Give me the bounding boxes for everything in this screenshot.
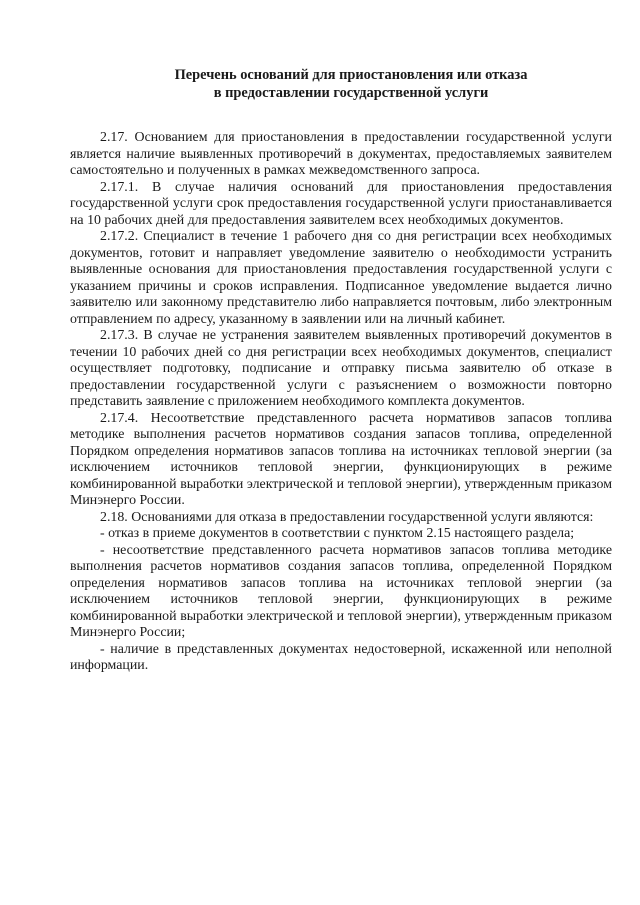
paragraph-2-17-4: 2.17.4. Несоответствие представленного расчета нормативов запасов топлива методике выполнения расчетов нормативов создания запасов топлива, определенной Порядком определения нормативов запасов топлива на источниках тепловой энергии (за исключением источников тепловой энергии, функционирующих в режиме комбинированной выработки электрической и тепловой энергии), утвержденным приказом Минэнерго России.	[70, 410, 612, 508]
title-line-2: в предоставлении государственной услуги	[213, 85, 489, 101]
paragraph-2-17: 2.17. Основанием для приостановления в предоставлении государственной услуги является наличие выявленных противоречий в документах, предоставляемых заявителем самостоятельно и полученных в рамках межведомственного запроса.	[70, 130, 612, 178]
title-line-1: Перечень оснований для приостановления или отказа	[174, 67, 528, 83]
list-item-calculation-mismatch: - несоответствие представленного расчета нормативов запасов топлива методике выполнения расчетов нормативов создания запасов топлива, определенной Порядком определения нормативов запасов топлива на источниках тепловой энергии (за исключением источников тепловой энергии, функционирующих в режиме комбинированной выработки электрической и тепловой энергии), утвержденным приказом Минэнерго России;	[70, 542, 612, 640]
document-page	[70, 66, 612, 675]
paragraph-2-18: 2.18. Основаниями для отказа в предоставлении государственной услуги являются:	[100, 509, 594, 525]
document-title	[90, 66, 612, 102]
paragraph-2-17-2: 2.17.2. Специалист в течение 1 рабочего дня со дня регистрации всех необходимых документов, готовит и направляет уведомление заявителю о необходимости устранить выявленные основания для приостановления предоставления государственной услуги с указанием причины и сроков исправления. Подписанное уведомление выдается лично заявителю или законному представителю либо направляется почтовым, либо электронным отправлением по адресу, указанному в заявлении или на личный кабинет.	[70, 229, 612, 327]
list-item-false-information: - наличие в представленных документах недостоверной, искаженной или неполной информации.	[70, 641, 612, 673]
paragraph-2-17-3: 2.17.3. В случае не устранения заявителем выявленных противоречий документов в течении 10 рабочих дней со дня регистрации всех необходимых документов, специалист осуществляет подготовку, подписание и отправку письма заявителю об отказе в предоставлении государственной услуги с разъяснением о возможности повторно представить заявление с приложением необходимого комплекта документов.	[70, 328, 612, 409]
paragraph-2-17-1: 2.17.1. В случае наличия оснований для приостановления предоставления государственной услуги срок предоставления государственной услуги приостанавливается на 10 рабочих дней для предоставления заявителем всех необходимых документов.	[70, 179, 612, 228]
list-item-refusal-reception: - отказ в приеме документов в соответствии с пунктом 2.15 настоящего раздела;	[100, 526, 575, 541]
